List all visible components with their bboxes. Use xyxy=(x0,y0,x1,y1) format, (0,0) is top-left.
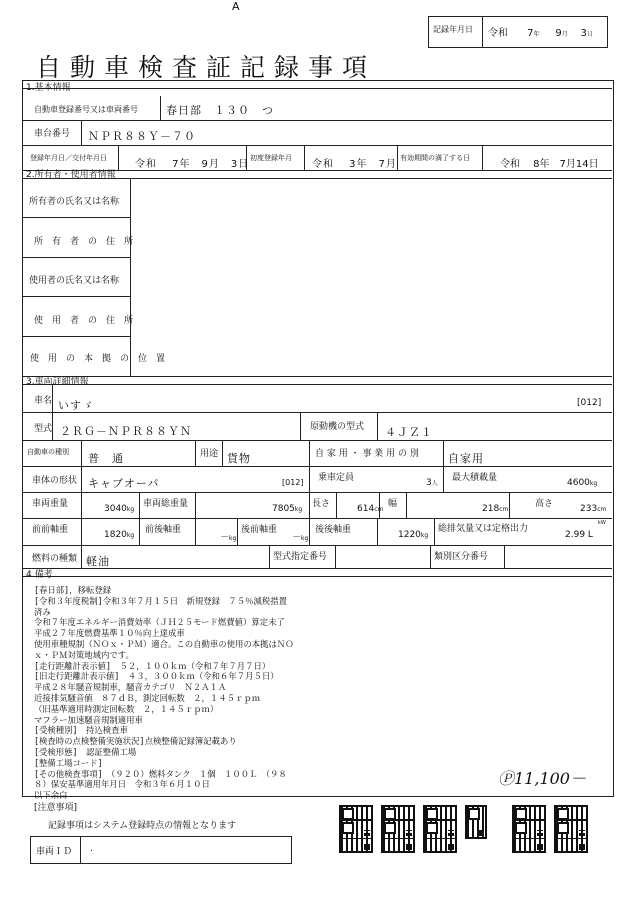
user-address-label: 使 用 者 の 住 所 xyxy=(34,316,134,326)
record-date-label: 記録年月日 xyxy=(433,25,473,34)
model-label: 型式 xyxy=(34,424,53,434)
weight-value: 3040kg xyxy=(104,504,135,514)
rear-rear-axle-value: 1220kg xyxy=(398,530,429,540)
body-shape-label: 車体の形状 xyxy=(32,476,78,486)
maker-code: [012] xyxy=(577,398,602,408)
gvw-label: 車両総重量 xyxy=(143,499,189,509)
kind-label: 自動車の種別 xyxy=(27,448,69,456)
qr-code xyxy=(339,819,373,853)
maxload-value: 4600kg xyxy=(567,478,598,488)
weight-label: 車両重量 xyxy=(32,499,69,509)
reg-number-label: 自動車登録番号又は車両番号 xyxy=(34,105,138,114)
privbiz-label: 自 家 用 ・ 事 業 用 の 別 xyxy=(315,449,419,459)
displacement-value: 2.99 L xyxy=(565,530,593,540)
maker-value: いすゞ xyxy=(58,399,94,412)
qr-code xyxy=(465,805,487,839)
privbiz-value: 自家用 xyxy=(448,452,484,465)
rear-rear-axle-label: 後後軸重 xyxy=(315,525,352,535)
category-label: 類別区分番号 xyxy=(434,552,489,562)
qr-code xyxy=(512,819,546,853)
engine-value: ４ＪＺ１ xyxy=(385,426,433,439)
user-name-label: 使用者の氏名又は名称 xyxy=(29,276,120,286)
regdate-label: 登録年月日／交付年月日 xyxy=(30,154,107,162)
model-value: ２ＲＧ－ＮＰＲ８８ＹＮ xyxy=(60,425,192,438)
front-front-axle-value: 1820kg xyxy=(104,530,135,540)
gvw-value: 7805kg xyxy=(272,504,303,514)
front-front-axle-label: 前前軸重 xyxy=(32,525,69,535)
capacity-label: 乗車定員 xyxy=(318,473,355,483)
front-rear-axle-value: －kg xyxy=(220,533,237,543)
section4-title: 4.備考 xyxy=(26,570,53,580)
vehicle-id-label: 車両ＩＤ xyxy=(36,847,73,857)
section3-title: 3.車両詳細情報 xyxy=(26,377,89,387)
rear-front-axle-label: 後前軸重 xyxy=(241,525,278,535)
reg-number-value: 春日部 １３０ つ xyxy=(166,104,274,117)
vehicle-id-value: . xyxy=(90,844,93,854)
chassis-label: 車台番号 xyxy=(34,129,71,139)
body-shape-value: キャブオーバ xyxy=(88,477,160,490)
firstreg-label: 初度登録年月 xyxy=(250,154,292,162)
base-location-label: 使 用 の 本 拠 の 位 置 xyxy=(30,354,166,364)
corner-mark: A xyxy=(232,0,240,13)
record-date-value: 令和 7年 9月 3日 xyxy=(488,28,593,39)
regdate-value: 令和 7年 9月 3日 xyxy=(135,159,250,170)
body-shape-code: [012] xyxy=(282,478,304,487)
fuel-label: 燃料の種類 xyxy=(32,554,78,564)
qr-code xyxy=(554,819,588,853)
width-label: 幅 xyxy=(388,499,398,509)
expiry-label: 有効期間の満了する日 xyxy=(400,154,470,162)
remarks-text: [春日部]，移転登録 [令和３年度税制]令和３年７月１５日 新規登録 ７５％減税措置 済み 令和７年度エネルギー消費効率（ＪＨ２５モード燃費値）算定未了 平成２７年度燃費基準１０％向上達成車 使用車種規制（ＮＯｘ・ＰＭ）適合。この自動車の使用の本拠はＮＯ ｘ・ＰＭ対策地域内です。 [走行距離計表示値] ５２，１００ｋｍ（令和７年７月７日） [旧走行距離計表示値] ４３，３００ｋｍ（令和６年７月５日） 平成２８年騒音規制車，騒音カテゴリ Ｎ２Ａ１Ａ 近接排気騒音値 ８７ｄＢ，測定回転数 ２，１４５ｒｐｍ （旧基準適用時測定回転数 ２，１４５ｒｐｍ） マフラー加速騒音規制適用車 [受検種別] 持込検査車 [検査時の点検整備実施状況]点検整備記録簿記載あり [受検形態] 認証整備工場 [整備工場コード] [その他検査事項] （９２０）燃料タンク １個 １００Ｌ （９８ ８）保安基準適用年月日 令和３年６月１０日 以下余白 xyxy=(34,585,294,801)
notes-title: [注意事項] xyxy=(34,803,78,813)
use-label: 用途 xyxy=(200,449,219,459)
height-value: 233cm xyxy=(580,504,607,514)
page-title: 自動車検査証記録事項 xyxy=(36,53,377,82)
section2-title: 2.所有者・使用者情報 xyxy=(26,170,116,180)
expiry-value: 令和 8年 7月14日 xyxy=(500,159,599,170)
width-value: 218cm xyxy=(482,504,509,514)
owner-name-label: 所有者の氏名又は名称 xyxy=(29,197,120,207)
handwritten-note: Ⓟ11,100－ xyxy=(498,769,586,788)
type-designation-label: 型式指定番号 xyxy=(273,552,328,562)
capacity-value: 3人 xyxy=(426,478,438,488)
qr-code xyxy=(423,819,457,853)
notes-text: 記録事項はシステム登録時点の情報となります xyxy=(48,821,237,831)
section1-title: 1.基本情報 xyxy=(26,83,71,93)
displacement-unit-kw: kW xyxy=(598,520,606,526)
chassis-value: ＮＰＲ８８Ｙ－７０ xyxy=(88,130,196,143)
firstreg-value: 令和 3年 7月 xyxy=(312,159,397,170)
qr-code xyxy=(381,819,415,853)
use-value: 貨物 xyxy=(227,452,251,465)
owner-address-label: 所 有 者 の 住 所 xyxy=(34,237,134,247)
rear-front-axle-value: －kg xyxy=(292,533,309,543)
length-label: 長さ xyxy=(312,499,331,509)
front-rear-axle-label: 前後軸重 xyxy=(145,525,182,535)
maker-label: 車名 xyxy=(34,396,53,406)
length-value: 614cm xyxy=(357,504,384,514)
fuel-value: 軽油 xyxy=(86,555,110,568)
maxload-label: 最大積載量 xyxy=(452,473,498,483)
displacement-label: 総排気量又は定格出力 xyxy=(438,524,529,534)
height-label: 高さ xyxy=(535,499,554,509)
engine-label: 原動機の型式 xyxy=(310,422,365,432)
kind-value: 普 通 xyxy=(88,452,124,465)
